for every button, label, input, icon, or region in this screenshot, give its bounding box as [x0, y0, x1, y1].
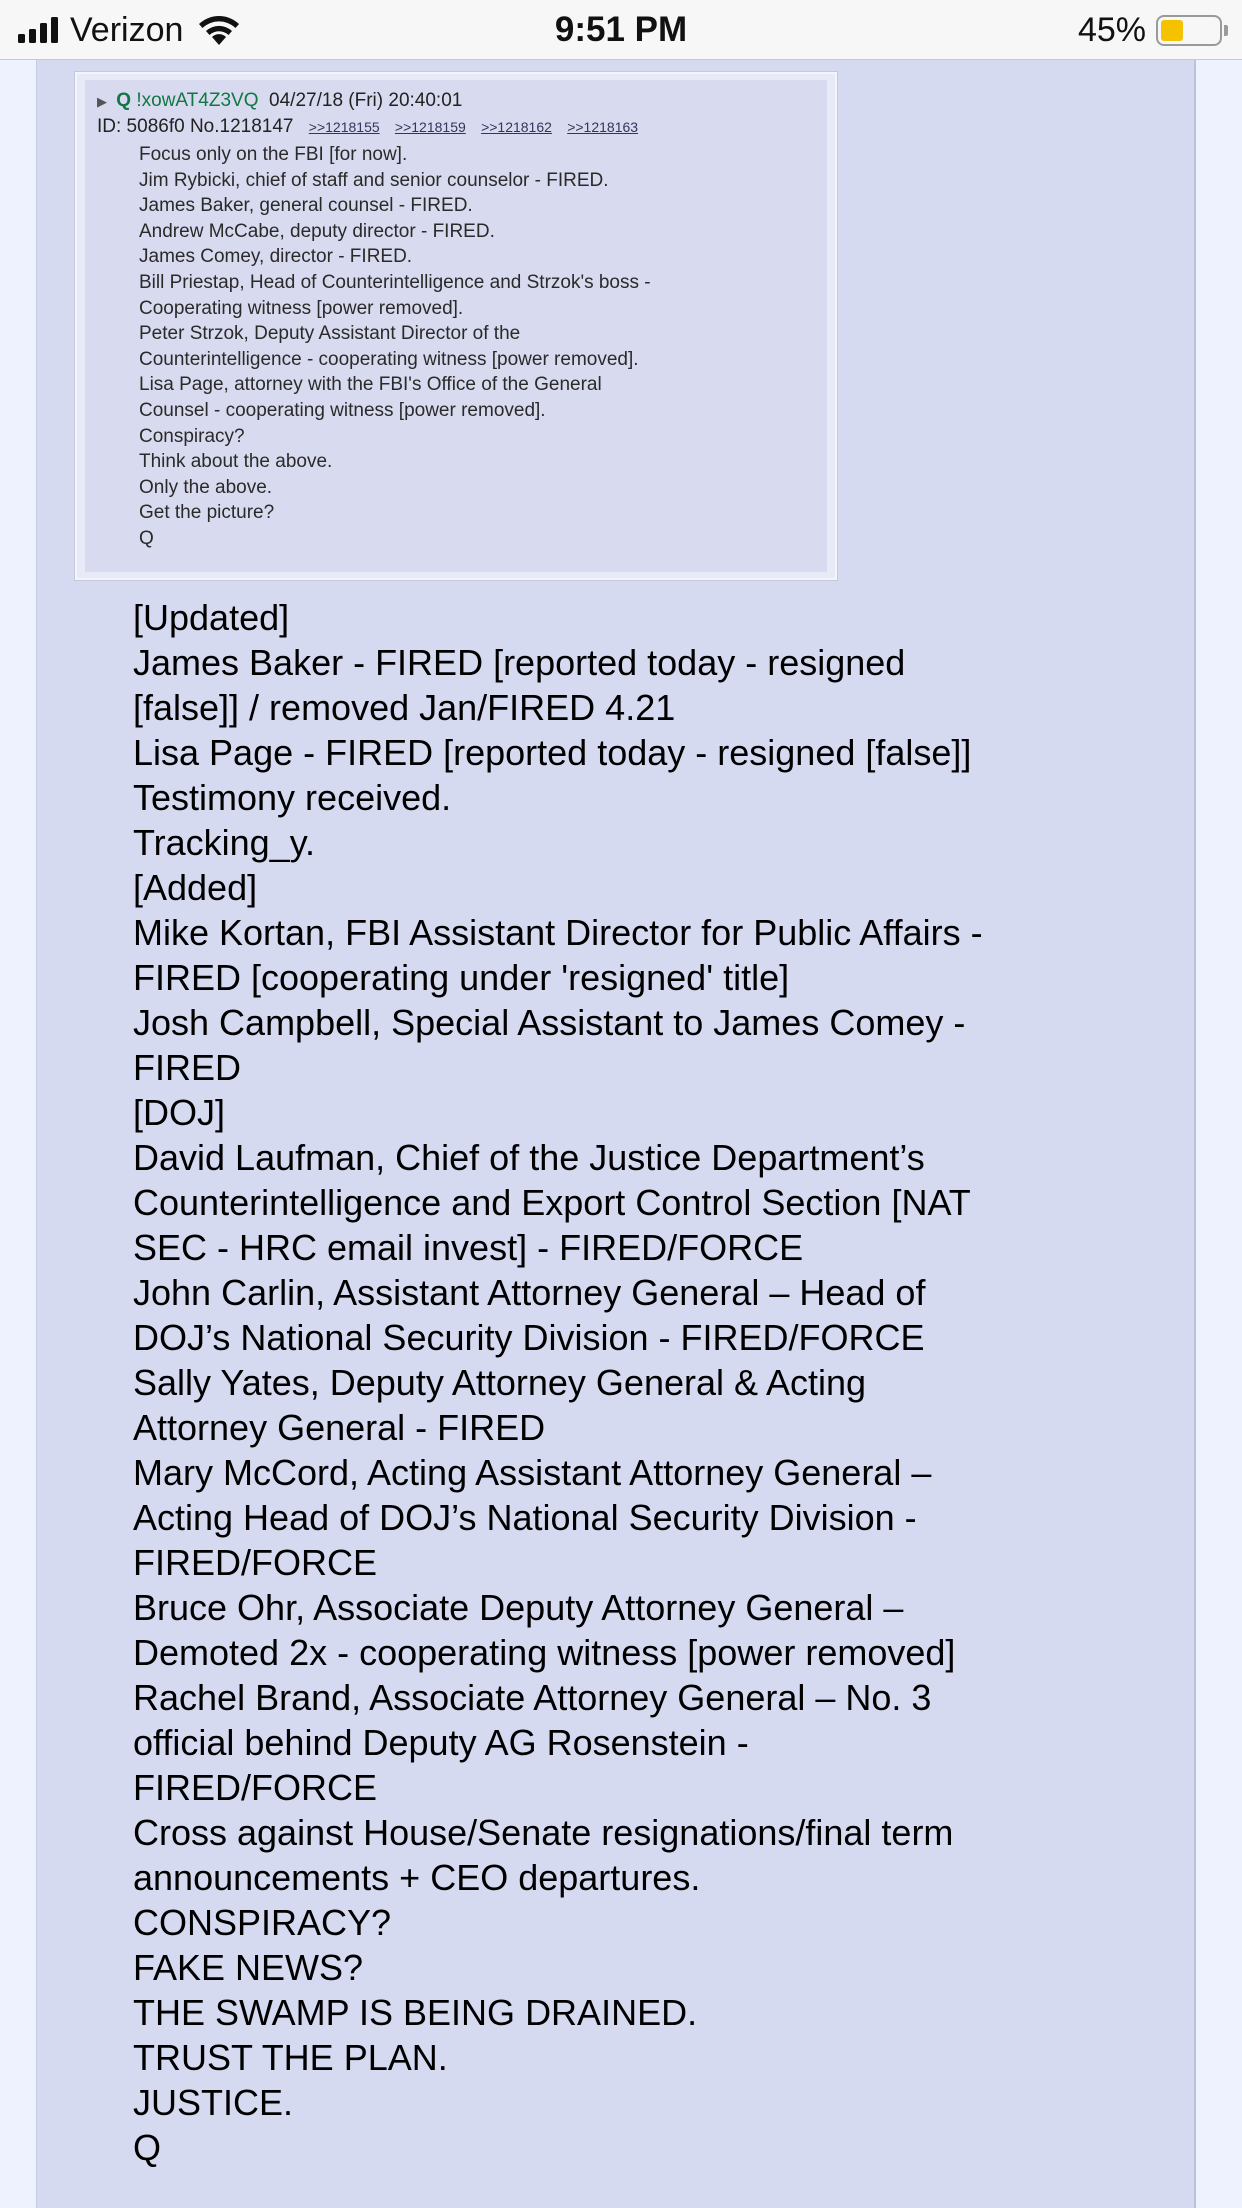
post-text-line: FIRED — [133, 1047, 241, 1088]
battery-icon — [1156, 15, 1222, 46]
battery-cap — [1224, 25, 1228, 36]
post-text-line: Testimony received. — [133, 777, 452, 818]
post-text-line: announcements + CEO departures. — [133, 1857, 701, 1898]
post-text-line: Only the above. — [139, 476, 273, 498]
post-text-line: Lisa Page, attorney with the FBI's Office of the General — [139, 374, 602, 396]
post-image-thumbnail[interactable] — [75, 72, 837, 580]
reply-link: >>1218162 — [481, 119, 552, 135]
reply-link: >>1218155 — [308, 119, 380, 135]
quoted-post-id-line — [97, 116, 638, 138]
post-text-line: James Baker - FIRED [reported today - resigned — [133, 642, 906, 683]
post-text-line: Cross against House/Senate resignations/final term — [133, 1812, 954, 1853]
post-text-line: Demoted 2x - cooperating witness [power removed] — [133, 1632, 956, 1673]
post-text-line: official behind Deputy AG Rosenstein - — [133, 1722, 749, 1763]
post-text-line: James Comey, director - FIRED. — [139, 246, 413, 268]
post-text-line: James Baker, general counsel - FIRED. — [139, 195, 473, 217]
post-text-line: Tracking_y. — [133, 822, 316, 863]
post-text-line: [false]] / removed Jan/FIRED 4.21 — [133, 687, 676, 728]
carrier-name: Verizon — [70, 10, 184, 49]
post-text-line: Jim Rybicki, chief of staff and senior counselor - FIRED. — [139, 169, 609, 191]
quoted-post-header — [97, 90, 462, 112]
post-text-line: Sally Yates, Deputy Attorney General & Acting — [133, 1362, 867, 1403]
status-bar — [0, 0, 1242, 60]
status-right — [1078, 10, 1228, 50]
screenshot-of-earlier-post — [85, 80, 827, 572]
post-text-line: Lisa Page - FIRED [reported today - resigned [false]] — [133, 732, 972, 773]
post-text-line: Josh Campbell, Special Assistant to James Comey - — [133, 1002, 966, 1043]
expand-arrow-icon: ▶ — [97, 94, 107, 109]
post-text-line: [Updated] — [133, 597, 290, 638]
post-text-line: DOJ’s National Security Division - FIRED/FORCE — [133, 1317, 925, 1358]
post-text-line: FIRED/FORCE — [133, 1767, 378, 1808]
post-text-line: Think about the above. — [139, 451, 333, 473]
quoted-post-datetime: 04/27/18 (Fri) 20:40:01 — [269, 90, 463, 111]
quoted-post-id: ID: 5086f0 No.1218147 — [97, 116, 294, 137]
post-text-line: Mary McCord, Acting Assistant Attorney General – — [133, 1452, 932, 1493]
post-text-line: SEC - HRC email invest] - FIRED/FORCE — [133, 1227, 804, 1268]
status-time: 9:51 PM — [554, 10, 688, 49]
post-text-line: Acting Head of DOJ’s National Security Division - — [133, 1497, 917, 1538]
post-text-line: TRUST THE PLAN. — [133, 2037, 448, 2078]
reply-link: >>1218159 — [394, 119, 466, 135]
post-text-line: FIRED/FORCE — [133, 1542, 378, 1583]
post-text-line: CONSPIRACY? — [133, 1902, 392, 1943]
post-text-line: Focus only on the FBI [for now]. — [139, 144, 408, 165]
post-text-line: Bruce Ohr, Associate Deputy Attorney General – — [133, 1587, 904, 1628]
quoted-post-tripcode: !xowAT4Z3VQ — [136, 90, 259, 111]
post-text-line: Counterintelligence - cooperating witness [power removed]. — [139, 348, 639, 370]
post-text-line: JUSTICE. — [133, 2082, 294, 2123]
post-body — [133, 595, 1173, 2170]
battery-percent: 45% — [1077, 10, 1146, 49]
post-text-line: [DOJ] — [133, 1092, 226, 1133]
battery-level-fill — [1161, 20, 1183, 41]
post-text-line: Rachel Brand, Associate Attorney General – No. 3 — [133, 1677, 932, 1718]
post-text-line: Andrew McCabe, deputy director - FIRED. — [139, 220, 495, 242]
post-text-line: Mike Kortan, FBI Assistant Director for Public Affairs - — [133, 912, 983, 953]
quoted-post-body — [139, 142, 817, 552]
post-text-line: Q — [133, 2127, 162, 2168]
post-text-line: THE SWAMP IS BEING DRAINED. — [133, 1992, 698, 2033]
post-text-line: Bill Priestap, Head of Counterintelligence and Strzok's boss - — [139, 271, 651, 293]
post-text-line: [Added] — [133, 867, 258, 908]
reply-link: >>1218163 — [567, 119, 639, 135]
post-container — [36, 60, 1196, 2208]
post-text-line: Conspiracy? — [139, 425, 245, 447]
post-text-line: Counsel - cooperating witness [power removed]. — [139, 399, 546, 421]
quoted-post-name: Q — [116, 90, 132, 111]
post-text-line: Q — [139, 527, 154, 549]
post-text-line: Attorney General - FIRED — [133, 1407, 546, 1448]
post-text-line: John Carlin, Assistant Attorney General – Head of — [133, 1272, 926, 1313]
post-text-line: David Laufman, Chief of the Justice Department’s — [133, 1137, 925, 1178]
post-text-line: Cooperating witness [power removed]. — [139, 297, 464, 319]
post-text-line: FIRED [cooperating under 'resigned' title] — [133, 957, 790, 998]
post-text-line: FAKE NEWS? — [133, 1947, 364, 1988]
post-text-line: Peter Strzok, Deputy Assistant Director of the — [139, 323, 521, 345]
post-text-line: Counterintelligence and Export Control Section [NAT — [133, 1182, 971, 1223]
post-text-line: Get the picture? — [139, 502, 275, 524]
